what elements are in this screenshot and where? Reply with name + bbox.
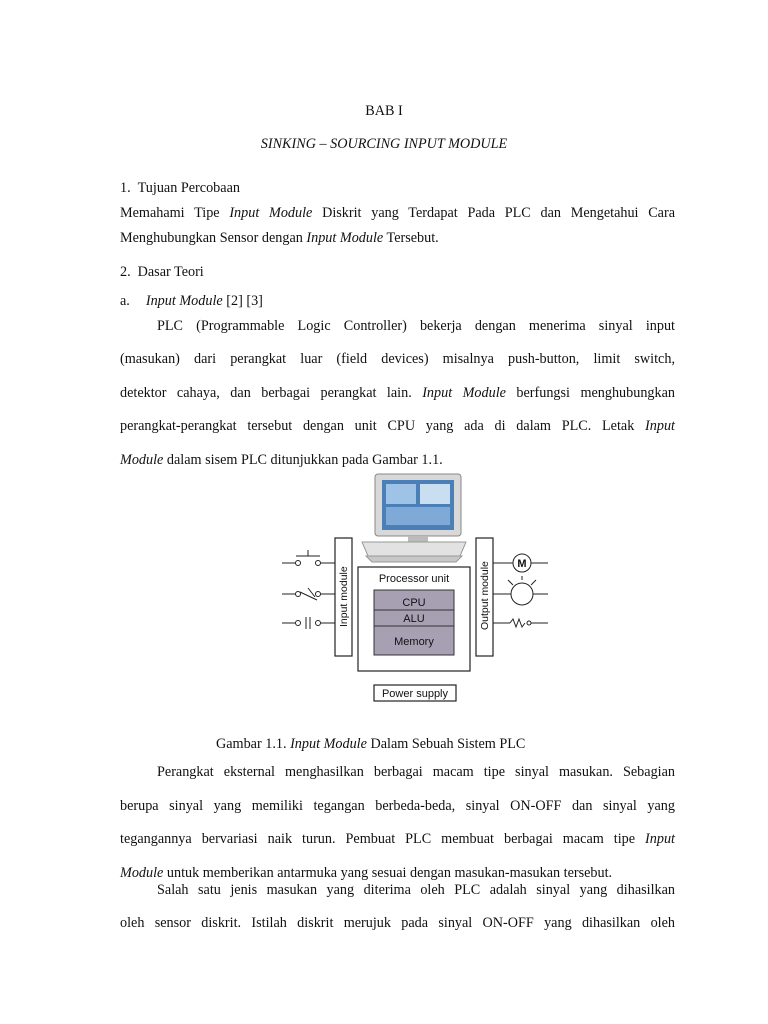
push-button-device	[282, 550, 335, 566]
plc-system-figure	[270, 470, 560, 710]
keyboard	[366, 556, 462, 562]
power-supply-label: Power supply	[381, 688, 449, 700]
para3-line-2: oleh sensor diskrit. Istilah diskrit merujuk pada sinyal ON-OFF yang dihasilkan oleh	[120, 915, 675, 931]
subsection-a-heading: a. Input Module [2] [3]	[120, 293, 263, 309]
monitor-stand	[408, 536, 428, 542]
chapter-title: SINKING – SOURCING INPUT MODULE	[260, 136, 508, 152]
chapter-number: BAB I	[365, 103, 403, 119]
screen-window-1	[386, 484, 416, 504]
alu-label: ALU	[403, 613, 425, 625]
para2-line-1: Perangkat eksternal menghasilkan berbagai macam tipe sinyal masukan. Sebagian	[157, 764, 675, 780]
para2-line-2: berupa sinyal yang memiliki tegangan berbeda-beda, sinyal ON-OFF dan sinyal yang	[120, 798, 675, 814]
para3-line-1: Salah satu jenis masukan yang diterima oleh PLC adalah sinyal yang dihasilkan	[157, 882, 675, 898]
motor-label: M	[517, 558, 527, 570]
input-module-label: Input module	[338, 566, 350, 627]
output-module-label: Output module	[479, 561, 491, 630]
para1-line-1: PLC (Programmable Logic Controller) bekerja dengan menerima sinyal input	[157, 318, 675, 334]
lamp-device	[493, 576, 548, 605]
para1-line-5: Module dalam sisem PLC ditunjukkan pada Gambar 1.1.	[120, 452, 443, 468]
screen-window-3	[386, 507, 450, 525]
section-2-heading: 2. Dasar Teori	[120, 264, 204, 280]
figure-caption: Gambar 1.1. Input Module Dalam Sebuah Sistem PLC	[216, 736, 526, 752]
section-1-line-2: Menghubungkan Sensor dengan Input Module Tersebut.	[120, 230, 439, 246]
section-1-line-1: Memahami Tipe Input Module Diskrit yang Terdapat Pada PLC dan Mengetahui Cara	[120, 205, 676, 221]
para2-line-4: Module untuk memberikan antarmuka yang sesuai dengan masukan-masukan tersebut.	[120, 865, 613, 881]
cpu-label: CPU	[402, 597, 426, 609]
memory-label: Memory	[394, 636, 434, 648]
screen-window-2	[420, 484, 450, 504]
limit-switch-device	[282, 588, 335, 600]
solenoid-device	[493, 619, 548, 627]
para1-line-4: perangkat-perangkat tersebut dengan unit CPU yang ada di dalam PLC. Letak Input	[120, 418, 675, 434]
sensor-contact-device	[282, 617, 335, 629]
para2-line-3: tegangannya bervariasi naik turun. Pembuat PLC membuat berbagai macam tipe Input	[120, 831, 675, 847]
para1-line-2: (masukan) dari perangkat luar (field devices) misalnya push-button, limit switch,	[120, 351, 675, 367]
desktop-case	[362, 542, 466, 556]
section-1-heading: 1. Tujuan Percobaan	[120, 180, 240, 196]
processor-unit-label: Processor unit	[378, 573, 450, 585]
para1-line-3: detektor cahaya, dan berbagai perangkat lain. Input Module berfungsi menghubungkan	[120, 385, 676, 401]
computer-illustration	[362, 474, 466, 562]
